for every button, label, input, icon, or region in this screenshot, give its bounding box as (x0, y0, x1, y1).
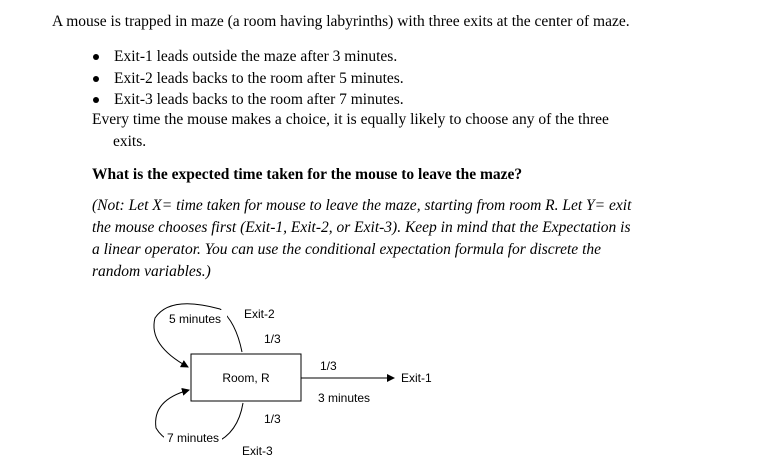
bullet-text: Exit-3 leads backs to the room after 7 minutes. (114, 91, 404, 108)
exit-3-label: Exit-3 (242, 444, 273, 458)
exit-1-label: Exit-1 (401, 371, 432, 385)
note-line-1: (Not: Let X= time taken for mouse to leave the maze, starting from room R. Let Y= exit (92, 197, 632, 214)
choice-text-line-2: exits. (113, 133, 147, 150)
bullet-text: Exit-2 leads backs to the room after 5 minutes. (114, 69, 404, 87)
exit-2-prob: 1/3 (264, 332, 281, 346)
question-heading: What is the expected time taken for the mouse to leave the maze? (92, 166, 523, 183)
note-line-4: random variables.) (92, 263, 211, 280)
exit-3-time: 7 minutes (167, 431, 220, 445)
exit-2-label: Exit-2 (244, 307, 275, 321)
intro-text: A mouse is trapped in maze (a room having labyrinths) with three exits at the center of maze. (52, 13, 630, 30)
exit-3-prob: 1/3 (264, 412, 281, 426)
exit-2-time: 5 minutes (169, 312, 222, 326)
note-line-3: a linear operator. You can use the conditional expectation formula for discrete the (92, 241, 602, 258)
room-label: Room, R (222, 371, 270, 385)
note-line-2: the mouse chooses first (Exit-1, Exit-2, or Exit-3). Keep in mind that the Expectation is (92, 219, 631, 236)
choice-text-line-1: Every time the mouse makes a choice, it is equally likely to choose any of the three (92, 111, 609, 128)
exit-1-time: 3 minutes (318, 391, 371, 405)
exit-1-prob: 1/3 (320, 359, 337, 373)
bullet-text: Exit-1 leads outside the maze after 3 minutes. (114, 48, 398, 65)
